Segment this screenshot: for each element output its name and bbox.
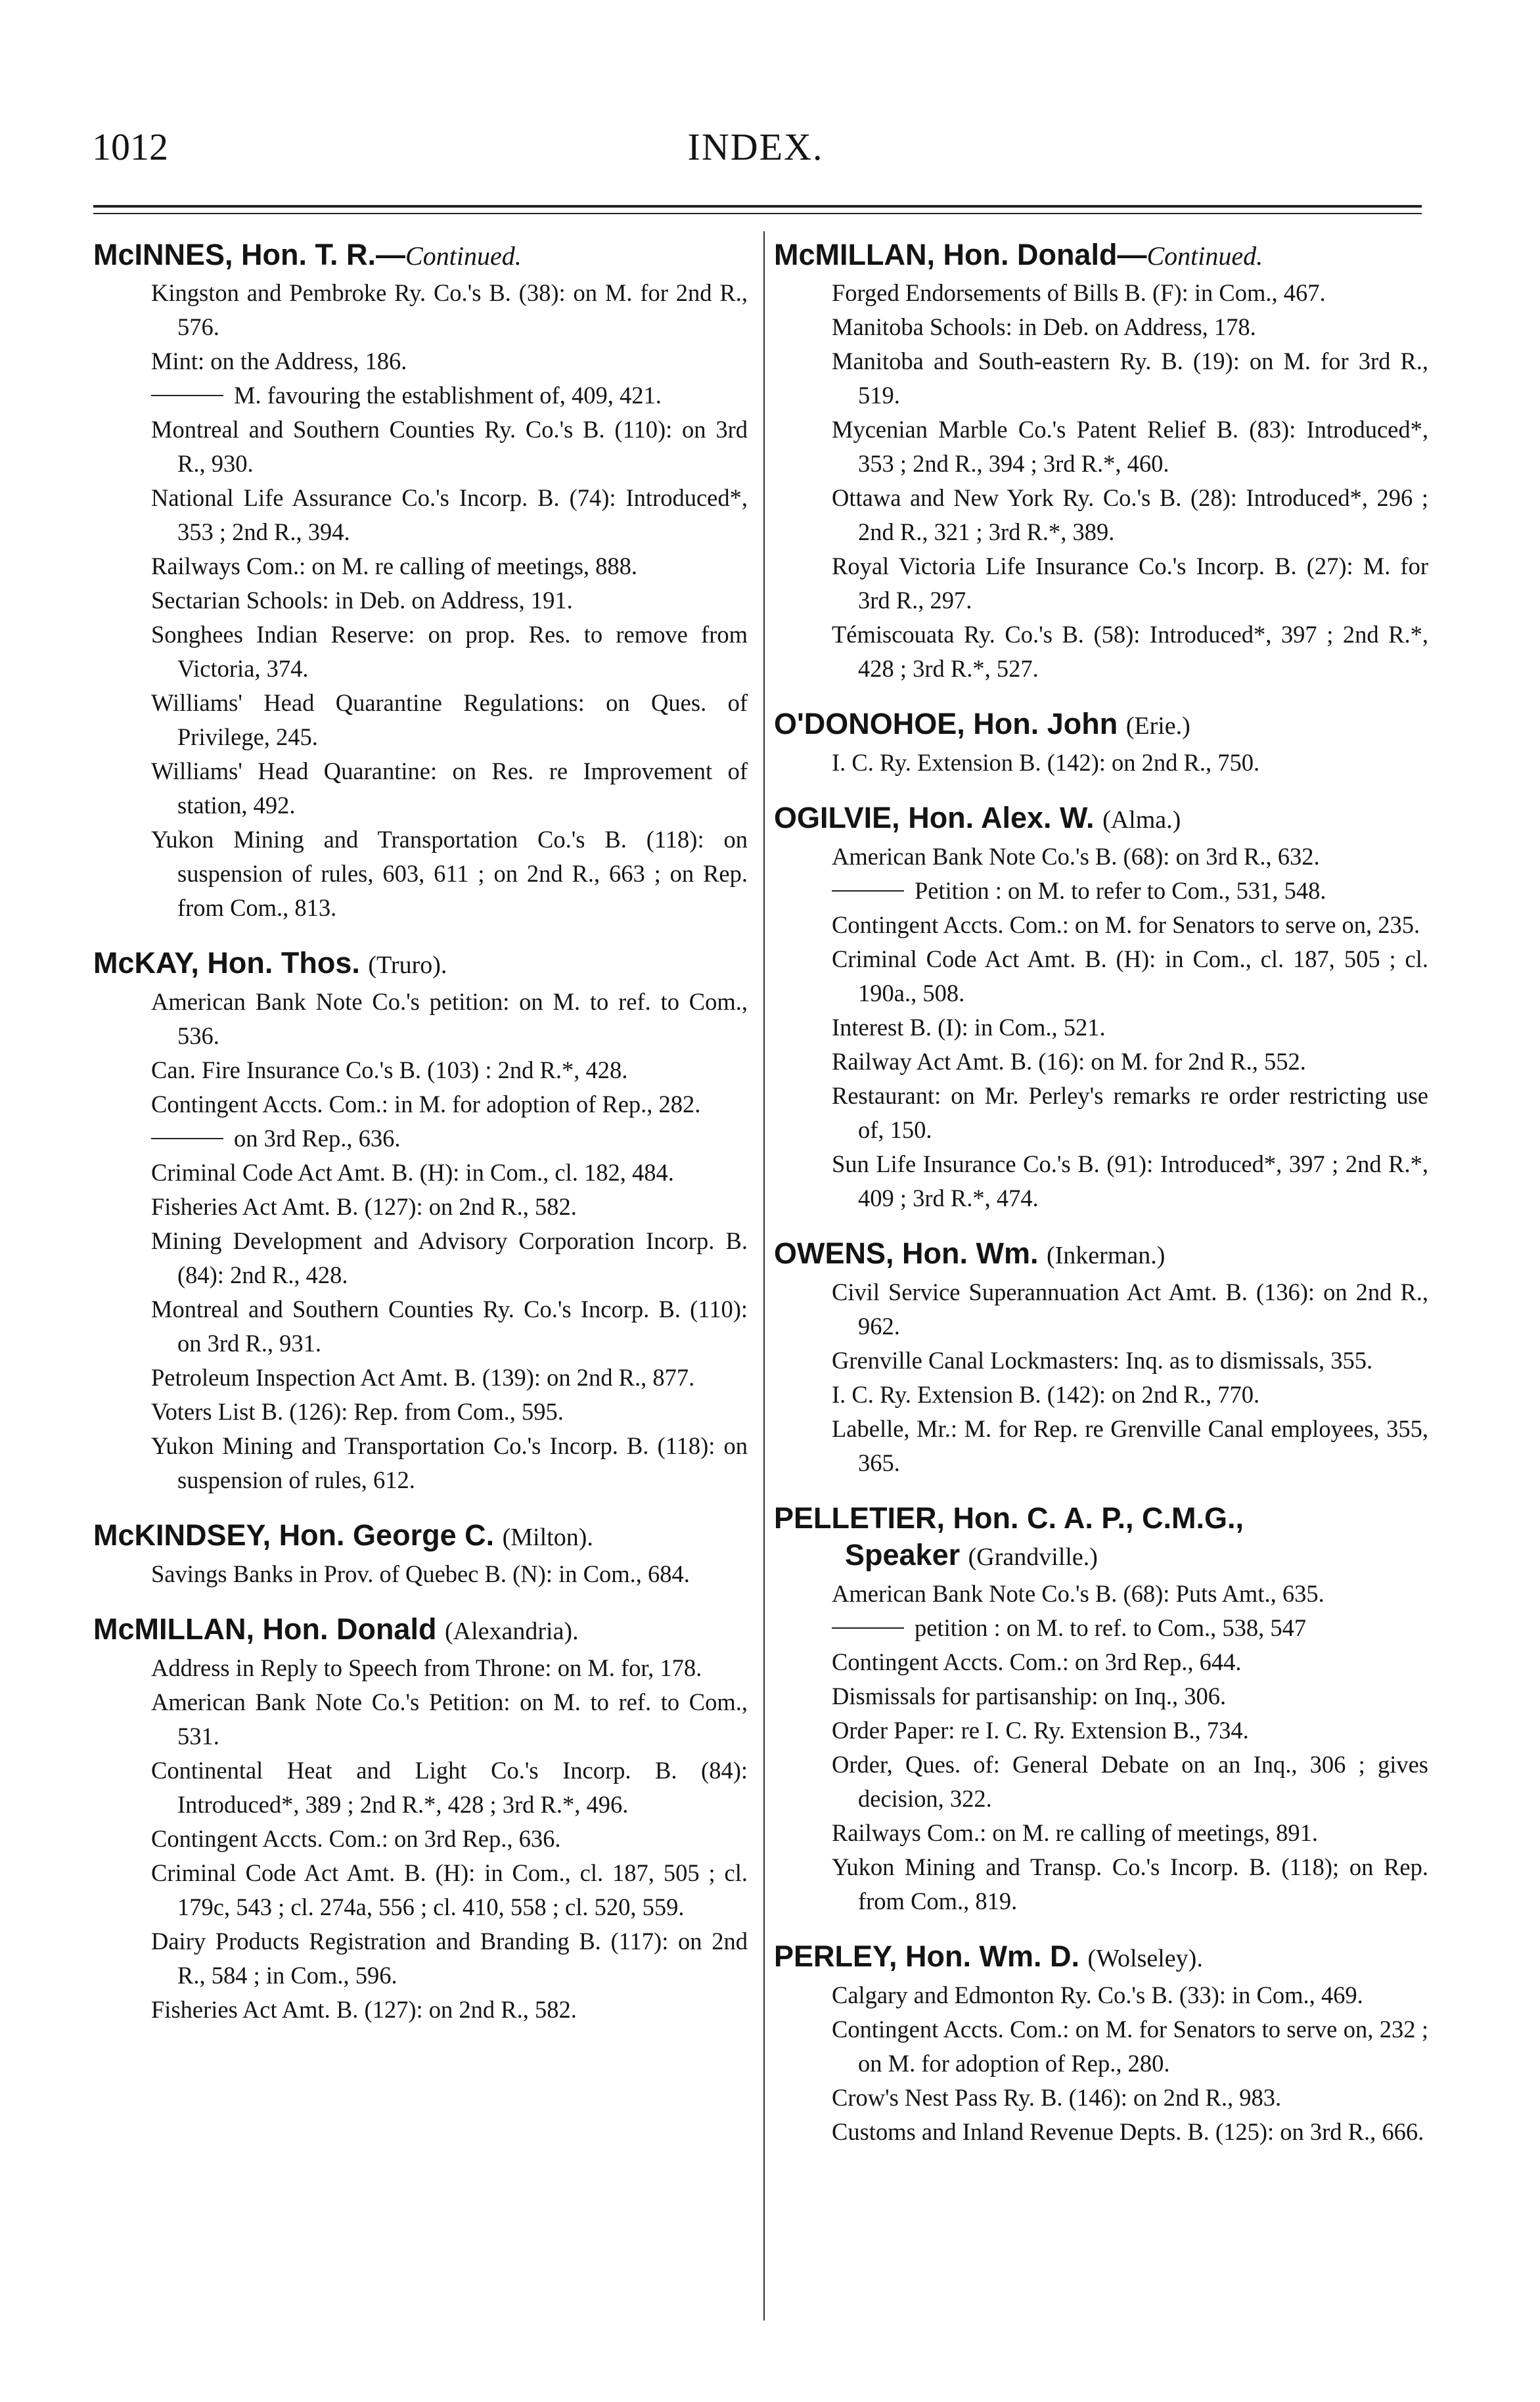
riding-label: (Truro). — [368, 951, 447, 979]
index-entry — [774, 1147, 1428, 1215]
index-entry — [774, 1816, 1428, 1850]
entry-text: Sun Life Insurance Co.'s B. (91): Introduced*, 397 ; 2nd R.*, 409 ; 3rd R.*, 474. — [832, 1150, 1428, 1212]
index-entry — [774, 276, 1428, 310]
index-entry — [774, 310, 1428, 344]
entry-text: Kingston and Pembroke Ry. Co.'s B. (38): on M. for 2nd R., 576. — [151, 279, 748, 340]
index-entry — [774, 1577, 1428, 1611]
index-entry — [774, 1344, 1428, 1378]
entry-text: Voters List B. (126): Rep. from Com., 595. — [151, 1398, 564, 1425]
index-sub-entry — [774, 874, 1428, 908]
index-entry — [774, 1713, 1428, 1748]
entry-text: Williams' Head Quarantine Regulations: on Ques. of Privilege, 245. — [151, 689, 748, 750]
entry-text: Williams' Head Quarantine: on Res. re Improvement of station, 492. — [151, 758, 748, 819]
entry-text: Petition : on M. to refer to Com., 531, 548. — [915, 877, 1326, 904]
entry-text: Montreal and Southern Counties Ry. Co.'s B. (110): on 3rd R., 930. — [151, 416, 748, 477]
member-heading — [93, 1517, 748, 1556]
index-entry — [93, 1429, 748, 1497]
index-entry — [774, 1079, 1428, 1147]
entry-text: Crow's Nest Pass Ry. B. (146): on 2nd R., 983. — [832, 2084, 1282, 2111]
entry-text: Contingent Accts. Com.: in M. for adoption of Rep., 282. — [151, 1091, 701, 1118]
entry-text: Grenville Canal Lockmasters: Inq. as to dismissals, 355. — [832, 1347, 1373, 1374]
member-name: McMILLAN, Hon. Donald— — [774, 238, 1147, 271]
index-entry-group — [93, 1517, 748, 1591]
riding-label: (Alexandria). — [444, 1618, 579, 1645]
riding-label: (Erie.) — [1125, 712, 1190, 740]
entry-text: Continental Heat and Light Co.'s Incorp. B. (84): Introduced*, 389 ; 2nd R.*, 428 ; 3rd R.*, 496. — [151, 1757, 748, 1818]
index-entry — [774, 1010, 1428, 1045]
index-entry — [93, 1856, 748, 1924]
index-entry — [774, 1850, 1428, 1918]
entry-text: Calgary and Edmonton Ry. Co.'s B. (33): in Com., 469. — [832, 1982, 1363, 2008]
index-entry — [93, 1822, 748, 1856]
entry-text: Criminal Code Act Amt. B. (H): in Com., cl. 182, 484. — [151, 1159, 674, 1186]
member-name: McMILLAN, Hon. Donald — [93, 1612, 437, 1646]
index-entry-group — [774, 800, 1428, 1215]
entry-text: Railways Com.: on M. re calling of meetings, 888. — [151, 553, 638, 579]
index-entry — [93, 1754, 748, 1822]
index-entry — [774, 840, 1428, 874]
member-name: OGILVIE, Hon. Alex. W. — [774, 801, 1095, 834]
member-title-text: Speaker — [845, 1538, 961, 1572]
index-entry — [93, 1292, 748, 1361]
index-entry — [93, 1156, 748, 1190]
column-divider — [763, 231, 765, 2321]
entry-text: Labelle, Mr.: M. for Rep. re Grenville Canal employees, 355, 365. — [832, 1415, 1428, 1476]
member-heading — [774, 237, 1428, 275]
entry-text: I. C. Ry. Extension B. (142): on 2nd R., 770. — [832, 1381, 1260, 1408]
index-entry-group — [774, 237, 1428, 686]
member-heading — [774, 706, 1428, 744]
entry-text: Interest B. (I): in Com., 521. — [832, 1014, 1106, 1041]
member-heading — [774, 1500, 1428, 1575]
entry-text: Mycenian Marble Co.'s Patent Relief B. (83): Introduced*, 353 ; 2nd R., 394 ; 3rd R.*, 460. — [832, 416, 1428, 477]
index-entry — [774, 1645, 1428, 1679]
index-entry — [93, 823, 748, 925]
index-entry — [93, 276, 748, 344]
index-entry — [774, 344, 1428, 413]
entry-text: Criminal Code Act Amt. B. (H): in Com., cl. 187, 505 ; cl. 190a., 508. — [832, 945, 1428, 1007]
entry-text: Royal Victoria Life Insurance Co.'s Incorp. B. (27): M. for 3rd R., 297. — [832, 553, 1428, 614]
riding-label: (Inkerman.) — [1047, 1242, 1166, 1269]
index-entry — [774, 2081, 1428, 2115]
index-entry — [774, 1275, 1428, 1344]
continued-label: Continued. — [1146, 241, 1263, 271]
entry-text: Témiscouata Ry. Co.'s B. (58): Introduced*, 397 ; 2nd R.*, 428 ; 3rd R.*, 527. — [832, 621, 1428, 682]
entry-text: Manitoba and South-eastern Ry. B. (19): on M. for 3rd R., 519. — [832, 348, 1428, 409]
index-sub-entry — [93, 378, 748, 413]
index-entry — [774, 908, 1428, 942]
index-entry — [93, 686, 748, 754]
member-name: PELLETIER, Hon. C. A. P., C.M.G., — [774, 1501, 1244, 1535]
index-entry — [774, 1378, 1428, 1412]
entry-text: Savings Banks in Prov. of Quebec B. (N): in Com., 684. — [151, 1560, 690, 1587]
index-entry — [93, 1557, 748, 1591]
index-sub-entry — [93, 1122, 748, 1156]
entry-text: American Bank Note Co.'s B. (68): Puts Amt., 635. — [832, 1580, 1325, 1607]
entry-text: Yukon Mining and Transp. Co.'s Incorp. B. (118); on Rep. from Com., 819. — [832, 1853, 1428, 1915]
repeat-dash — [151, 395, 223, 396]
entry-text: Songhees Indian Reserve: on prop. Res. to remove from Victoria, 374. — [151, 621, 748, 682]
entry-text: on 3rd Rep., 636. — [234, 1125, 401, 1152]
index-entry-group — [774, 1938, 1428, 2149]
entry-text: I. C. Ry. Extension B. (142): on 2nd R., 750. — [832, 749, 1260, 776]
entry-text: Yukon Mining and Transportation Co.'s Incorp. B. (118): on suspension of rules, 612. — [151, 1432, 748, 1493]
entry-text: American Bank Note Co.'s petition: on M. to ref. to Com., 536. — [151, 988, 748, 1049]
index-entry — [774, 942, 1428, 1010]
entry-text: Address in Reply to Speech from Throne: on M. for, 178. — [151, 1654, 702, 1681]
member-heading — [774, 1938, 1428, 1977]
continued-label: Continued. — [405, 241, 522, 271]
entry-text: Sectarian Schools: in Deb. on Address, 191. — [151, 587, 573, 614]
member-heading — [93, 945, 748, 984]
entry-text: Railway Act Amt. B. (16): on M. for 2nd R., 552. — [832, 1048, 1306, 1075]
entry-text: Manitoba Schools: in Deb. on Address, 178. — [832, 313, 1256, 340]
entry-text: Contingent Accts. Com.: on M. for Senators to serve on, 235. — [832, 911, 1420, 938]
index-entry — [93, 583, 748, 618]
index-entry-group — [93, 1611, 748, 2027]
member-heading — [93, 1611, 748, 1650]
member-heading — [93, 237, 748, 275]
entry-text: American Bank Note Co.'s B. (68): on 3rd R., 632. — [832, 843, 1320, 870]
member-name: OWENS, Hon. Wm. — [774, 1236, 1039, 1270]
index-entry — [93, 1224, 748, 1292]
index-entry — [93, 1053, 748, 1087]
repeat-dash — [832, 890, 904, 892]
index-entry-group — [774, 706, 1428, 780]
member-name: McKAY, Hon. Thos. — [93, 946, 360, 980]
index-entry — [93, 1190, 748, 1224]
member-heading — [774, 1235, 1428, 1274]
index-entry — [774, 1679, 1428, 1713]
header-rule — [93, 205, 1422, 208]
riding-label: (Milton). — [502, 1524, 593, 1551]
index-entry — [93, 985, 748, 1053]
entry-text: Order, Ques. of: General Debate on an Inq., 306 ; gives decision, 322. — [832, 1751, 1428, 1812]
entry-text: Criminal Code Act Amt. B. (H): in Com., cl. 187, 505 ; cl. 179c, 543 ; cl. 274a, 556 ; cl. 410, 558 ; cl. 520, 559. — [151, 1859, 748, 1920]
entry-text: petition : on M. to ref. to Com., 538, 547 — [915, 1614, 1307, 1641]
riding-label: (Grandville.) — [968, 1543, 1098, 1571]
repeat-dash — [151, 1138, 223, 1139]
entry-text: Can. Fire Insurance Co.'s B. (103) : 2nd R.*, 428. — [151, 1056, 628, 1083]
index-entry — [93, 1361, 748, 1395]
entry-text: Contingent Accts. Com.: on M. for Senators to serve on, 232 ; on M. for adoption of Rep., 280. — [832, 2016, 1428, 2077]
entry-text: Restaurant: on Mr. Perley's remarks re order restricting use of, 150. — [832, 1082, 1428, 1143]
index-entry — [774, 1748, 1428, 1816]
index-entry — [93, 1395, 748, 1429]
member-name: O'DONOHOE, Hon. John — [774, 707, 1118, 740]
member-name: McINNES, Hon. T. R.— — [93, 238, 406, 271]
entry-text: Forged Endorsements of Bills B. (F): in Com., 467. — [832, 279, 1326, 306]
index-entry — [774, 2115, 1428, 2149]
left-column — [93, 237, 748, 2043]
index-entry — [93, 481, 748, 549]
index-entry — [774, 413, 1428, 481]
entry-text: Dismissals for partisanship: on Inq., 306. — [832, 1683, 1227, 1710]
entry-text: M. favouring the establishment of, 409, 421. — [234, 382, 662, 409]
index-sub-entry — [774, 1611, 1428, 1645]
member-name: McKINDSEY, Hon. George C. — [93, 1518, 495, 1552]
entry-text: Dairy Products Registration and Branding B. (117): on 2nd R., 584 ; in Com., 596. — [151, 1928, 748, 1989]
entry-text: Fisheries Act Amt. B. (127): on 2nd R., 582. — [151, 1996, 577, 2023]
header-rule-thin — [93, 213, 1422, 214]
index-entry — [774, 549, 1428, 618]
member-heading — [774, 800, 1428, 838]
member-title — [774, 1537, 1428, 1575]
page-number: 1012 — [92, 125, 168, 168]
riding-label: (Alma.) — [1102, 806, 1181, 834]
entry-text: Contingent Accts. Com.: on 3rd Rep., 644. — [832, 1648, 1242, 1675]
entry-text: National Life Assurance Co.'s Incorp. B. (74): Introduced*, 353 ; 2nd R., 394. — [151, 484, 748, 545]
index-entry — [93, 344, 748, 378]
index-entry — [93, 1993, 748, 2027]
page-header — [92, 125, 1419, 177]
right-column — [774, 237, 1428, 2165]
entry-text: Contingent Accts. Com.: on 3rd Rep., 636. — [151, 1825, 561, 1852]
index-entry-group — [93, 945, 748, 1497]
index-entry — [93, 1685, 748, 1754]
entry-text: Civil Service Superannuation Act Amt. B. (136): on 2nd R., 962. — [832, 1279, 1428, 1340]
entry-text: Ottawa and New York Ry. Co.'s B. (28): Introduced*, 296 ; 2nd R., 321 ; 3rd R.*, 389. — [832, 484, 1428, 545]
entry-text: Fisheries Act Amt. B. (127): on 2nd R., 582. — [151, 1193, 577, 1220]
index-entry — [93, 1651, 748, 1685]
member-name: PERLEY, Hon. Wm. D. — [774, 1939, 1080, 1973]
entry-text: Yukon Mining and Transportation Co.'s B. (118): on suspension of rules, 603, 611 ; on 2nd R., 663 ; on Rep. from Com., 813. — [151, 826, 748, 921]
index-entry — [774, 481, 1428, 549]
entry-text: American Bank Note Co.'s Petition: on M. to ref. to Com., 531. — [151, 1688, 748, 1750]
index-entry — [93, 1924, 748, 1993]
entry-text: Mining Development and Advisory Corporation Incorp. B. (84): 2nd R., 428. — [151, 1227, 748, 1288]
index-entry — [774, 1412, 1428, 1480]
entry-text: Customs and Inland Revenue Depts. B. (125): on 3rd R., 666. — [832, 2118, 1424, 2145]
entry-text: Order Paper: re I. C. Ry. Extension B., 734. — [832, 1717, 1249, 1744]
index-entry-group — [774, 1235, 1428, 1480]
riding-label: (Wolseley). — [1087, 1945, 1203, 1972]
index-entry — [93, 754, 748, 823]
index-entry — [774, 1045, 1428, 1079]
index-entry-group — [93, 237, 748, 925]
entry-text: Montreal and Southern Counties Ry. Co.'s Incorp. B. (110): on 3rd R., 931. — [151, 1296, 748, 1357]
index-entry-group — [774, 1500, 1428, 1918]
entry-text: Railways Com.: on M. re calling of meetings, 891. — [832, 1819, 1319, 1846]
index-entry — [93, 549, 748, 583]
entry-text: Petroleum Inspection Act Amt. B. (139): on 2nd R., 877. — [151, 1364, 695, 1391]
index-entry — [774, 746, 1428, 780]
index-entry — [774, 618, 1428, 686]
page-title: INDEX. — [687, 125, 824, 168]
index-entry — [93, 618, 748, 686]
index-entry — [93, 1087, 748, 1122]
entry-text: Mint: on the Address, 186. — [151, 348, 407, 374]
repeat-dash — [832, 1627, 904, 1629]
index-entry — [774, 1978, 1428, 2012]
index-entry — [774, 2012, 1428, 2081]
index-entry — [93, 413, 748, 481]
